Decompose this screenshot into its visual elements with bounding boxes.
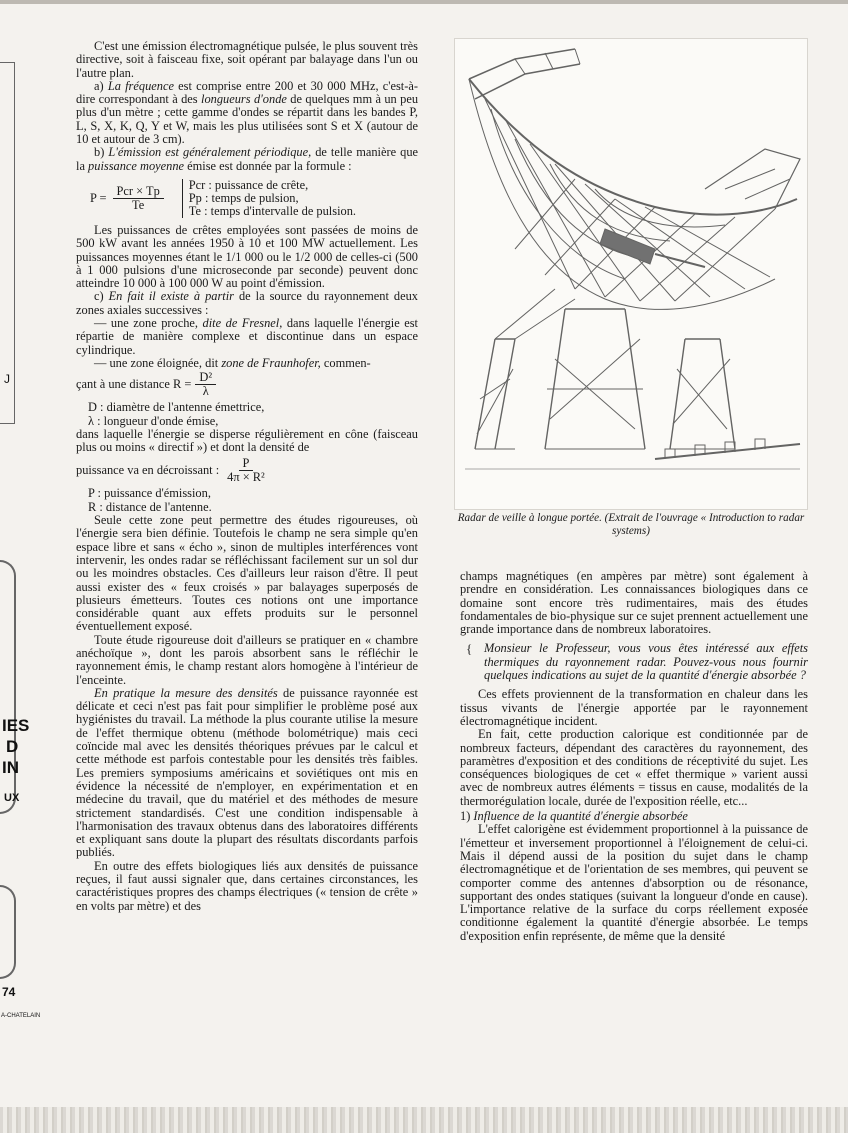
strip-fragment-ies: IES [2,716,30,735]
right-column [460,570,808,943]
item-marker-b: b) [94,145,109,160]
strip-fragment-d: D [6,737,19,756]
formula-definitions [182,179,356,218]
paragraph-production-calorique: En fait, cette production calorique est conditionnée par de nombreux facteurs, dépendant des caractères du rayonnement, des paramètres d'exposition et des conditions de réceptivité du sujet. Les conséquences biologiques de cet « effet thermique » varient aussi avec de nombreux autres éléments = tissus en cause, modalités de la thermorégulation locale, durée de l'exposition réelle, etc... [460,727,808,808]
paragraph-effets-biologiques: En outre des effets biologiques liés aux densités de puissance reçues, il faut aussi signaler que, dans certaines circonstances, les caractéristiques propres des champs électriques (« tension de crête » en volts par mètre) et des [76,858,418,913]
strip-fragment-ux: UX [4,792,20,804]
paragraph-etudes-rigoureuses: Seule cette zone peut permettre des études rigoureuses, où l'énergie sera bien définie. Toutefois le champ ne sera simple qu'en espace libre et sans « écho », sinon de multiples interférences vont intervenir, les ondes radar se réfléchissant facilement sur un sol dur ou les moindres obstacles. Ces d'ailleurs leur raison d'être. Il peut aussi exister des « feux croisés » par balayages superposés de plusieurs émetteurs. Toutes ces notions ont une importance considérable quant aux effets produits sur le personnel éventuellement exposé. [76,513,418,634]
paragraph-zones [76,290,418,317]
definition-r: R : distance de l'antenne. [88,499,212,514]
formula-puissance-moyenne [90,179,418,218]
page-top-edge [0,0,848,4]
formula-denominator: Te [132,197,145,212]
term-fraunhofer: zone de Fraunhofer, [221,355,321,370]
term-en-pratique: En pratique la mesure des densités [94,685,278,700]
text-run: — une zone proche, [94,316,203,331]
paragraph-effet-calorigene: L'effet calorigène est évidemment proportionnel à la puissance de l'émetteur et inversement proportionnel à l'éloignement de celui-ci. Mais il dépend aussi de la position du sujet dans le champ électromagnétique et de l'orientation de ses membres, qui peuvent se comporter comme des antennes d'absorption ou de résonance, supportant des ondes statiques (suivant la longueur d'onde en cause). L'importance relative de la surface du corps réellement exposée conditionne également la quantité d'énergie absorbée. Le temps d'exposition enfin représente, de même que la densité [460,822,808,943]
definition-te: Te : temps d'intervalle de pulsion. [188,203,357,218]
strip-fragment-74: 74 [2,985,16,999]
formula-numerator: P [239,457,254,471]
formula-numerator: D² [195,371,216,385]
paragraph-transformation-chaleur: Ces effets proviennent de la transformation en chaleur dans les tissus vivants de l'énergie apportée par le rayonnement électromagnétique incident. [460,687,808,728]
text-run: çant à une distance R = [76,377,192,392]
text-run: de telle manière que la [76,145,419,173]
item-marker-c: c) [94,289,109,304]
term-emission: L'émission est généralement périodique, [108,145,312,160]
term-longueurs-onde: longueurs d'onde [201,92,287,107]
formula-denominator: 4π × R² [227,470,265,485]
paragraph-zone-fraunhofer [76,357,418,370]
paragraph-frequence [76,80,418,146]
question-text: Monsieur le Professeur, vous vous êtes intéressé aux effets thermiques du rayonnement radar. Pouvez-vous nous fournir quelques indications au sujet de la quantité d'énergie absorbée ? [484,641,808,683]
text-run: puissance va en décroissant : [76,463,220,478]
paragraph-cone: dans laquelle l'énergie se disperse régulièrement en cône (faisceau plus ou moins « directif ») et dont la densité de [76,426,418,455]
heading-number: 1) [460,809,474,824]
strip-frame-small [0,885,16,979]
strip-fragment-chatelain: A-CHATELAIN [1,1013,41,1019]
item-marker-a: a) [94,78,108,93]
quote-brace-icon: { [466,641,473,657]
formula-distance [76,371,418,398]
definition-d: D : diamètre de l'antenne émettrice, [88,400,265,415]
section-heading-influence [460,810,808,823]
paragraph-champs-magnetiques: champs magnétiques (en ampères par mètre) sont également à prendre en considération. Les connaissances biologiques dans ce domaine sont encore très rudimentaires, mais des études fondamentales de bio-physique sur ce sujet prennent actuellement une grande importance dans de nombreux laboratoires. [460,569,808,637]
page-bottom-edge [0,1107,848,1133]
term-puissance-moyenne: puissance moyenne [88,158,185,173]
text-run: commen- [320,355,371,370]
formula-fraction-densite [223,457,269,484]
text-run: dans laquelle l'énergie est répartie de manière complexe et discontinue dans un espace cylindrique. [76,316,418,357]
text-run: de la source du rayonnement deux zones axiales successives : [76,289,418,317]
formula-densite [76,457,418,484]
definition-p: P : puissance d'émission, [88,486,211,501]
strip-fragment-j: J [4,372,10,386]
strip-frame-top [0,62,15,424]
left-column [76,40,418,913]
radar-antenna-illustration [455,39,807,509]
formula-fraction [113,185,164,212]
text-run: de quelques mm à un peu plus d'un mètre ; cette gamme d'ondes se répartit dans les bandes P, L, S, X, K, Q, Y et W, mais les plus utilisées sont S et X (autour de 10 et autour de 3 cm). [76,92,419,147]
heading-title: Influence de la quantité d'énergie absorbée [473,809,688,824]
text-run: — une zone éloignée, dit [94,355,222,370]
definition-pp: Pp : temps de pulsion, [188,190,299,205]
definition-pcr: Pcr : puissance de crête, [188,177,309,192]
term-fresnel: dite de Fresnel, [202,316,283,331]
formula-denominator: λ [202,384,209,399]
strip-fragment-in: IN [2,758,19,777]
paragraph-emission [76,146,418,173]
text-run: de puissance rayonnée est délicate et ceci n'est pas fait pour simplifier le problème posé aux hygiénistes du travail. La méthode la plus courante utilise la mesure de l'effet thermique obtenu (méthode bolométrique) mais ceci coïncide mal avec les densités théoriques prévues par le calcul et cette méthode est parfois contestable pour les densités très faibles. Les premiers symposiums américains et soviétiques ont mis en évidence la nécessité de n'employer, en expérimentation et en médecine du travail, que du matériel et des méthodes de mesure strictement standardisés. C'est une condition indispensable à l'harmonisation des travaux obtenus dans des laboratoires différents et expliquant sans doute la plupart des résultats discordants parfois publiés. [76,685,418,860]
term-en-fait: En fait il existe à partir [108,289,234,304]
paragraph-mesure-densites [76,687,418,860]
paragraph-chambre-anechoique: Toute étude rigoureuse doit d'ailleurs se pratiquer en « chambre anéchoïque », dont les parois absorbent sans le réfléchir le rayonnement émis, le champ restant alors homogène à l'intérieur de l'enceinte. [76,632,418,687]
photo-caption: Radar de veille à longue portée. (Extrait de l'ouvrage « Introduction to radar systems) [457,512,805,537]
formula-numerator: Pcr × Tp [113,185,164,199]
paragraph-intro: C'est une émission électromagnétique pulsée, le plus souvent très directive, soit à faisceau fixe, soit opérant par balayage dans l'un ou l'autre plan. [76,39,418,80]
paragraph-puissances-cretes: Les puissances de crêtes employées sont passées de moins de 500 kW avant les années 1950 à 10 et 100 MW actuellement. Les puissances moyennes étant le 1/1 000 ou le 1/2 000 de celles-ci (500 à 1 000 pulsions d'une microseconde par seconde) peuvent donc atteindre 10 000 à 100 000 W au point d'émission. [76,222,418,291]
definition-lambda: λ : longueur d'onde émise, [88,413,219,428]
term-frequence: La fréquence [107,78,174,93]
text-run: est comprise entre 200 et 30 000 MHz, c'est-à-dire correspondant à des [76,78,418,107]
paragraph-zone-fresnel [76,317,418,357]
adjacent-page-strip [0,0,48,1133]
interview-question [460,642,808,682]
formula-lhs: P = [90,190,107,205]
text-run: émise est donnée par la formule : [184,158,352,173]
formula-fraction-distance [195,371,216,398]
radar-antenna-photo [454,38,808,510]
